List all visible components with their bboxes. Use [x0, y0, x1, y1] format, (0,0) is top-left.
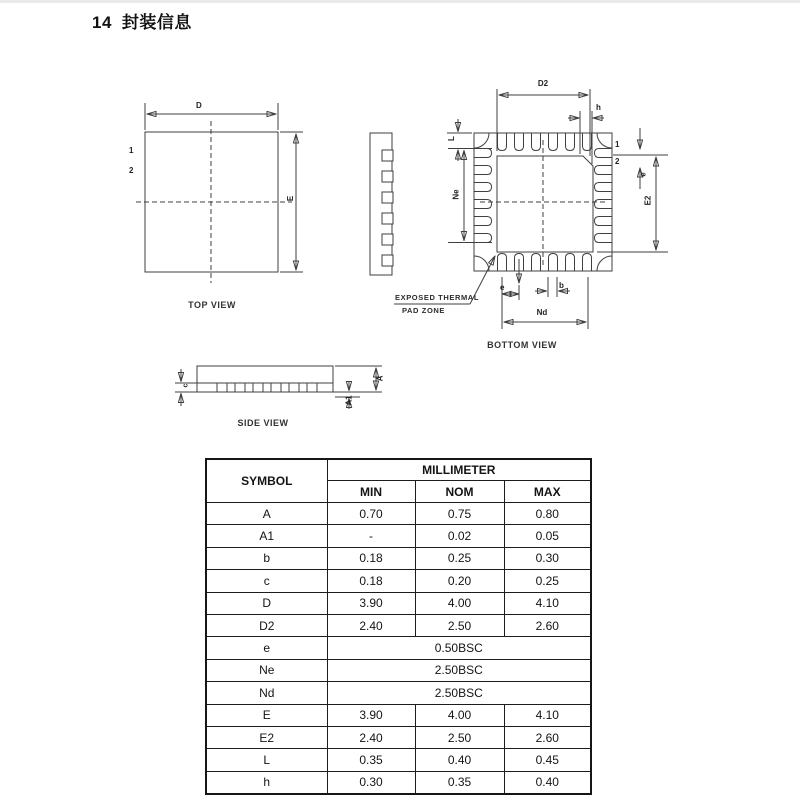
cell-max: 0.80 — [504, 503, 591, 525]
table-row — [206, 771, 591, 794]
table-row — [206, 503, 591, 525]
cell-symbol: h — [206, 771, 327, 794]
cell-max: 4.10 — [504, 704, 591, 726]
cell-min: 0.35 — [327, 749, 415, 771]
cell-symbol: b — [206, 547, 327, 569]
table-row — [206, 570, 591, 592]
cell-nom: 0.20 — [415, 570, 504, 592]
cell-symbol: D — [206, 592, 327, 614]
table-row — [206, 726, 591, 748]
cell-max: 0.40 — [504, 771, 591, 794]
dim-label-L: L — [446, 136, 456, 141]
cell-nom: 0.35 — [415, 771, 504, 794]
cell-min: 3.90 — [327, 704, 415, 726]
dim-label-b: b — [559, 281, 564, 290]
cell-nom: 0.02 — [415, 525, 504, 547]
cell-min: 2.40 — [327, 726, 415, 748]
cell-symbol: c — [206, 570, 327, 592]
cell-min: 2.40 — [327, 614, 415, 636]
cell-symbol: L — [206, 749, 327, 771]
cell-span-value: 2.50BSC — [327, 682, 591, 704]
table-row — [206, 592, 591, 614]
cell-max: 4.10 — [504, 592, 591, 614]
dim-label-Ne: Ne — [451, 189, 461, 200]
cell-max: 2.60 — [504, 726, 591, 748]
col-header-nom: NOM — [415, 481, 504, 503]
package-dimensions-table — [205, 458, 592, 795]
dim-label-A1: A1 — [344, 395, 354, 406]
dim-label-E2: E2 — [643, 195, 653, 206]
dim-label-e-pitch: e — [638, 172, 648, 177]
dim-label-e-bottom: e — [500, 283, 505, 292]
cell-nom: 2.50 — [415, 614, 504, 636]
top-view-pin2-label: 2 — [129, 166, 134, 175]
thermal-pad-callout-line2: PAD ZONE — [402, 306, 445, 315]
table-row — [206, 659, 591, 681]
cell-symbol: E2 — [206, 726, 327, 748]
dim-label-c: c — [182, 383, 190, 388]
top-view-pin1-label: 1 — [129, 146, 134, 155]
cell-max: 0.05 — [504, 525, 591, 547]
dim-label-E: E — [286, 195, 296, 202]
dim-label-Nd: Nd — [536, 308, 548, 317]
table-row — [206, 637, 591, 659]
cell-nom: 0.25 — [415, 547, 504, 569]
table-row — [206, 749, 591, 771]
section-title-text: 封装信息 — [121, 13, 192, 32]
col-header-min: MIN — [327, 481, 415, 503]
cell-min: 0.18 — [327, 547, 415, 569]
cell-nom: 0.40 — [415, 749, 504, 771]
cell-max: 2.60 — [504, 614, 591, 636]
cell-symbol: e — [206, 637, 327, 659]
bottom-view-pin2-label: 2 — [615, 157, 620, 166]
cell-nom: 4.00 — [415, 704, 504, 726]
dim-label-D: D — [196, 101, 202, 110]
top-view-drawing — [136, 103, 303, 283]
side-view-caption: SIDE VIEW — [237, 418, 289, 428]
cell-symbol: A — [206, 503, 327, 525]
top-view-caption: TOP VIEW — [188, 300, 236, 310]
edge-view-drawing — [370, 133, 393, 275]
cell-nom: 0.75 — [415, 503, 504, 525]
cell-min: - — [327, 525, 415, 547]
table-row — [206, 525, 591, 547]
cell-min: 3.90 — [327, 592, 415, 614]
cell-symbol: E — [206, 704, 327, 726]
col-header-unit: MILLIMETER — [327, 459, 591, 481]
cell-min: 0.70 — [327, 503, 415, 525]
cell-max: 0.30 — [504, 547, 591, 569]
dim-label-D2: D2 — [537, 79, 549, 88]
table-row — [206, 614, 591, 636]
table-row — [206, 704, 591, 726]
cell-span-value: 0.50BSC — [327, 637, 591, 659]
cell-symbol: Ne — [206, 659, 327, 681]
bottom-view-pin1-label: 1 — [615, 140, 620, 149]
section-number: 14 — [92, 13, 112, 32]
col-header-symbol: SYMBOL — [206, 459, 327, 503]
cell-nom: 4.00 — [415, 592, 504, 614]
cell-symbol: A1 — [206, 525, 327, 547]
bottom-view-caption: BOTTOM VIEW — [487, 340, 557, 350]
cell-nom: 2.50 — [415, 726, 504, 748]
cell-span-value: 2.50BSC — [327, 659, 591, 681]
cell-max: 0.25 — [504, 570, 591, 592]
dim-label-h: h — [596, 103, 601, 112]
table-row — [206, 547, 591, 569]
cell-symbol: D2 — [206, 614, 327, 636]
cell-symbol: Nd — [206, 682, 327, 704]
thermal-pad-callout-line1: EXPOSED THERMAL — [395, 293, 480, 302]
cell-max: 0.45 — [504, 749, 591, 771]
col-header-max: MAX — [504, 481, 591, 503]
table-row — [206, 682, 591, 704]
cell-min: 0.30 — [327, 771, 415, 794]
cell-min: 0.18 — [327, 570, 415, 592]
dim-label-A: A — [375, 375, 385, 382]
